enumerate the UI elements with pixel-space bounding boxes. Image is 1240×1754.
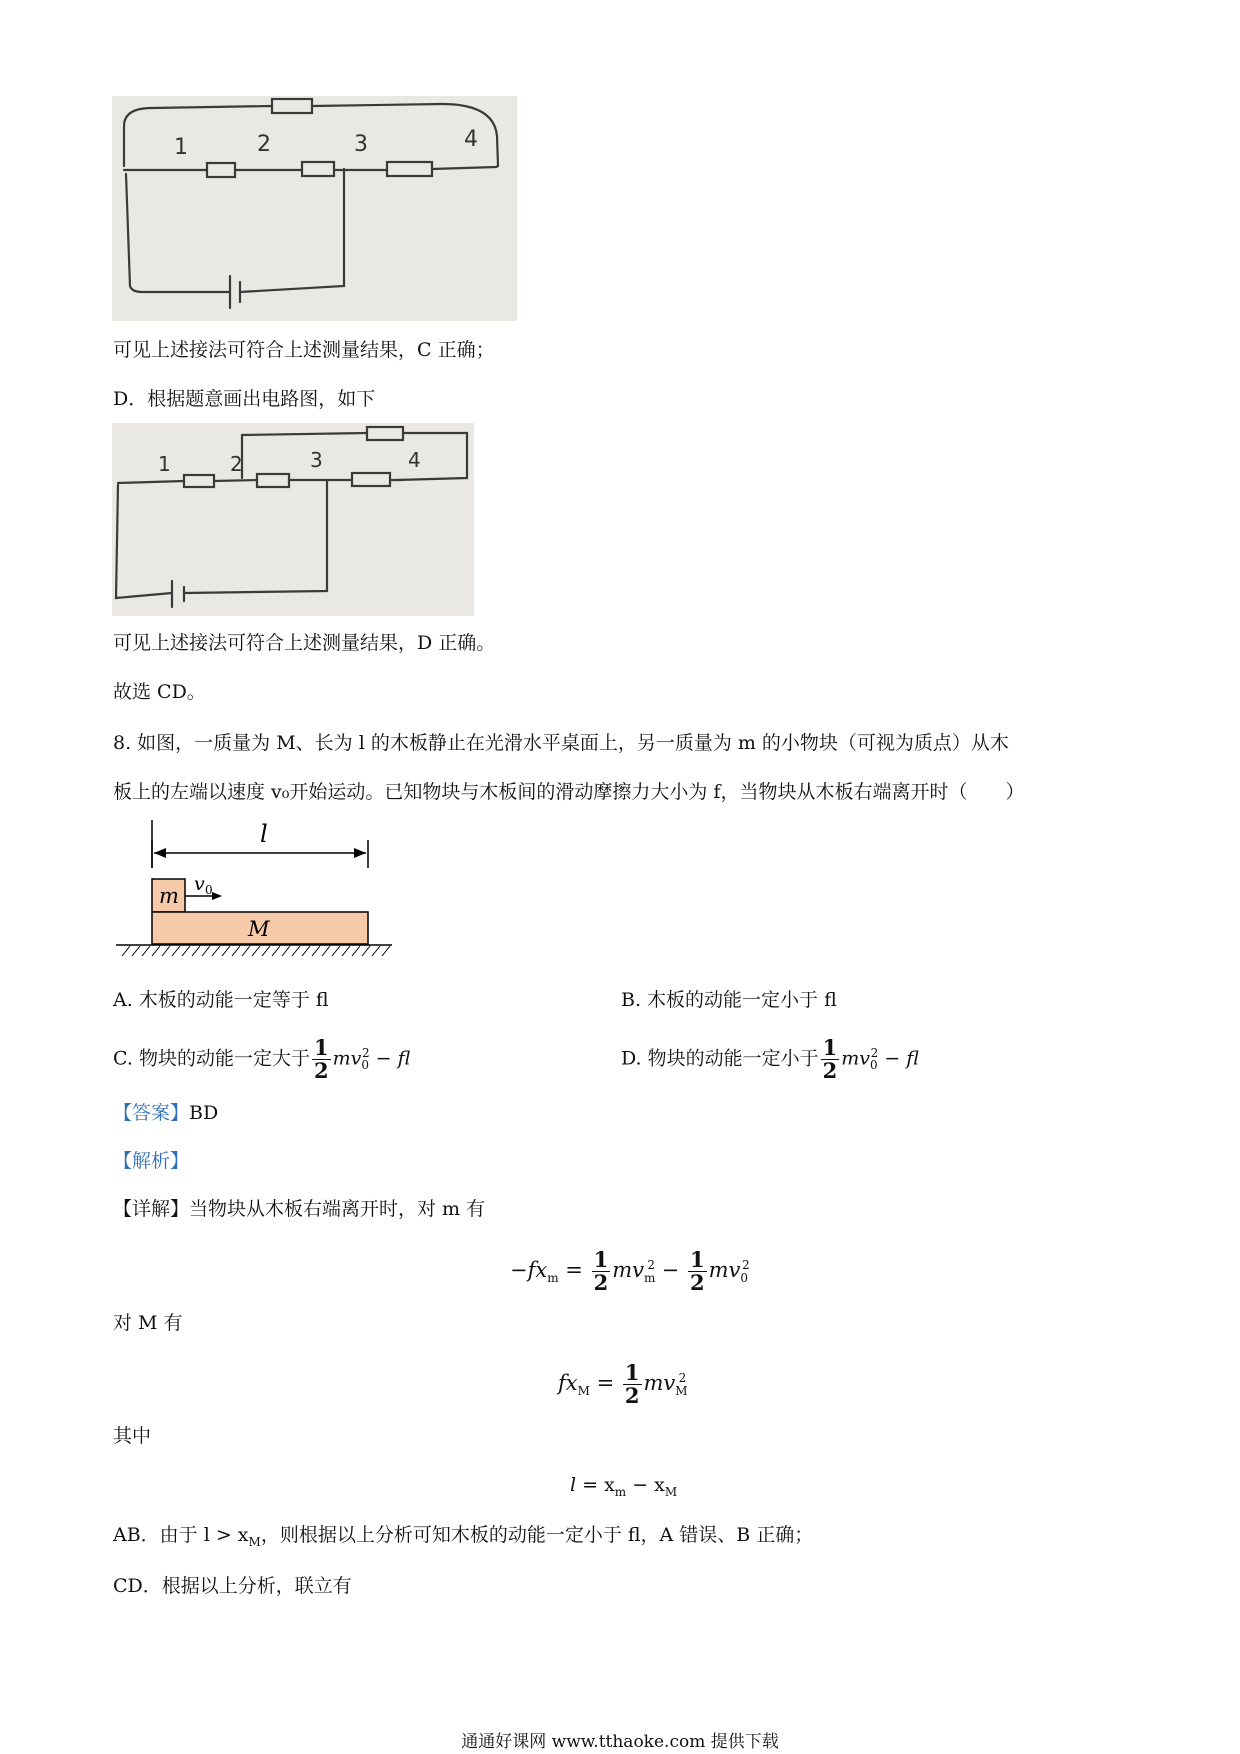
option-c-tail: − fl xyxy=(369,1047,411,1070)
eq3-sub-M: M xyxy=(664,1484,678,1499)
eq1-left: −fx xyxy=(510,1258,548,1282)
equation-1 xyxy=(510,1240,750,1303)
eq2-term: mv xyxy=(643,1371,676,1395)
velocity-subscript: 0 xyxy=(205,883,213,897)
analysis-tag: 【解析】 xyxy=(113,1150,190,1172)
circuit2-label-4: 4 xyxy=(408,448,421,472)
equation-3 xyxy=(570,1474,677,1499)
circuit1-label-2: 2 xyxy=(257,132,271,157)
option-d-prefix: D. 物块的动能一定小于 xyxy=(621,1047,819,1070)
answer-line xyxy=(113,1100,218,1126)
option-c-sub: 0 xyxy=(361,1058,369,1073)
circuit-photo-2 xyxy=(112,423,474,616)
eq1-equals: = xyxy=(558,1258,590,1282)
option-d-frac-den: 2 xyxy=(822,1057,838,1083)
option-c-fraction xyxy=(312,1034,331,1083)
among-line: 其中 xyxy=(113,1425,152,1447)
eq2-fraction xyxy=(623,1362,642,1407)
eq3-l: l xyxy=(570,1474,577,1496)
board-label: M xyxy=(248,917,270,941)
option-c-sup: 2 xyxy=(361,1046,370,1060)
eq1-f2-num: 1 xyxy=(689,1247,705,1272)
eq2-left-sub: M xyxy=(577,1384,590,1399)
answer-tag: 【答案】 xyxy=(113,1102,190,1124)
question-8-line-2: 板上的左端以速度 v₀开始运动。已知物块与木板间的滑动摩擦力大小为 f，当物块从木板右端离开时（ ） xyxy=(113,781,1025,803)
eq2-f-num: 1 xyxy=(624,1360,640,1385)
circuit-photo-1 xyxy=(112,96,517,321)
option-c-mv: mv xyxy=(332,1047,362,1070)
eq1-term-1: mv xyxy=(612,1258,644,1282)
circuit2-label-1: 1 xyxy=(158,452,171,476)
detail-text: 当物块从木板右端离开时，对 m 有 xyxy=(189,1198,486,1220)
ab-rest: ，则根据以上分析可知木板的动能一定小于 fl，A 错误、B 正确； xyxy=(260,1524,814,1546)
detail-tag: 【详解】 xyxy=(113,1198,190,1220)
option-c-prefix: C. 物块的动能一定大于 xyxy=(113,1047,310,1070)
eq1-left-sub: m xyxy=(547,1271,559,1286)
text-line-c-correct: 可见上述接法可符合上述测量结果，C 正确； xyxy=(113,339,495,361)
eq1-minus: − xyxy=(655,1258,686,1282)
page-footer: 通通好课网 www.tthaoke.com 提供下载 xyxy=(461,1732,779,1752)
circuit1-label-1: 1 xyxy=(174,135,188,160)
eq3-xm: = x xyxy=(576,1474,615,1496)
option-c-frac-den: 2 xyxy=(313,1057,329,1083)
eq1-f1-den: 2 xyxy=(593,1270,609,1295)
eq1-f1-num: 1 xyxy=(593,1247,609,1272)
eq1-f2-den: 2 xyxy=(689,1270,705,1295)
eq1-term-2: mv xyxy=(708,1258,741,1282)
ab-text: AB．由于 l > x xyxy=(113,1524,249,1546)
eq1-t1-sup: 2 xyxy=(647,1258,655,1272)
velocity-label: v xyxy=(194,873,205,895)
option-d-frac-num: 1 xyxy=(822,1034,838,1060)
option-c-frac-num: 1 xyxy=(313,1034,329,1060)
eq2-t1-sup: 2 xyxy=(678,1371,687,1385)
question-8-line-1: 8. 如图，一质量为 M、长为 l 的木板静止在光滑水平桌面上，另一质量为 m 的小物块（可视为质点）从木 xyxy=(113,732,1009,754)
eq3-sub-m: m xyxy=(614,1484,627,1499)
ab-sub: M xyxy=(248,1534,261,1549)
option-d-mv: mv xyxy=(841,1047,871,1070)
option-d-sup: 2 xyxy=(870,1046,879,1060)
eq1-t1-sub: m xyxy=(643,1271,656,1286)
eq2-equals: = xyxy=(589,1371,621,1395)
circuit2-label-3: 3 xyxy=(310,448,323,472)
eq1-t2-sup: 2 xyxy=(742,1258,750,1272)
text-line-d-correct: 可见上述接法可符合上述测量结果，D 正确。 xyxy=(113,632,496,654)
circuit2-label-2: 2 xyxy=(230,452,243,476)
option-c xyxy=(113,1028,410,1090)
eq2-left: fx xyxy=(558,1371,578,1395)
circuit1-label-3: 3 xyxy=(354,132,368,157)
eq1-t2-sub: 0 xyxy=(740,1271,748,1286)
block-label: m xyxy=(159,884,179,908)
eq1-fraction-1 xyxy=(592,1249,611,1294)
eq1-fraction-2 xyxy=(688,1249,707,1294)
option-a: A. 木板的动能一定等于 fl xyxy=(113,989,329,1011)
option-b: B. 木板的动能一定小于 fl xyxy=(621,989,837,1011)
cd-analysis-line: CD．根据以上分析，联立有 xyxy=(113,1575,352,1597)
text-line-d-intro: D．根据题意画出电路图，如下 xyxy=(113,388,376,410)
option-d-tail: − fl xyxy=(878,1047,919,1070)
answer-value: BD xyxy=(189,1102,219,1124)
for-M-line: 对 M 有 xyxy=(113,1312,183,1334)
eq3-xM: − x xyxy=(626,1474,665,1496)
block-board-figure xyxy=(112,820,402,965)
option-d-sub: 0 xyxy=(870,1058,878,1073)
equation-2 xyxy=(558,1353,686,1416)
ab-analysis-line xyxy=(113,1522,813,1555)
detail-line xyxy=(113,1196,485,1222)
eq2-t1-sub: M xyxy=(675,1384,688,1399)
circuit1-label-4: 4 xyxy=(464,127,478,152)
option-d-fraction xyxy=(821,1034,840,1083)
eq2-f-den: 2 xyxy=(624,1383,640,1408)
length-label: l xyxy=(260,820,268,848)
option-d xyxy=(621,1028,919,1090)
text-line-choose-cd: 故选 CD。 xyxy=(113,681,206,703)
